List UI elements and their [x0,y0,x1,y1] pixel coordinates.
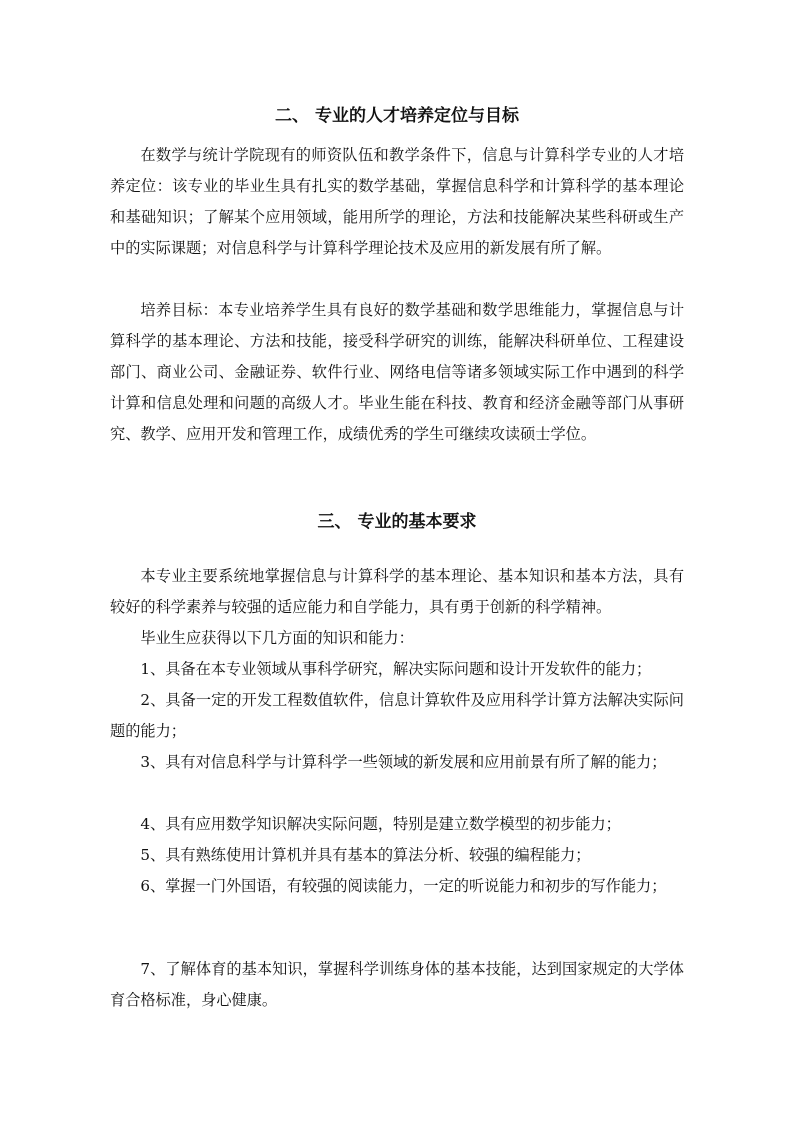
requirement-item-6: 6、掌握一门外国语，有较强的阅读能力，一定的听说能力和初步的写作能力； [140,877,667,895]
goal-paragraph: 培养目标：本专业培养学生具有良好的数学基础和数学思维能力，掌握信息与计算科学的基本理论、方法和技能，接受科学研究的训练，能解决科研单位、工程建设部门、商业公司、金融证券、软件行业、网络电信等诸多领域实际工作中遇到的科学计算和信息处理和问题的高级人才。毕业生能在科技、教育和经济金融等部门从事研究、教学、应用开发和管理工作，成绩优秀的学生可继续攻读硕士学位。 [110,301,684,443]
section-3-heading: 三、 专业的基本要求 [317,512,477,532]
positioning-paragraph: 在数学与统计学院现有的师资队伍和教学条件下，信息与计算科学专业的人才培养定位：该专业的毕业生具有扎实的数学基础，掌握信息科学和计算科学的基本理论和基础知识；了解某个应用领域，能用所学的理论，方法和技能解决某些科研或生产中的实际课题；对信息科学与计算科学理论技术及应用的新发展有所了解。 [110,146,684,257]
requirement-item-7: 7、了解体育的基本知识，掌握科学训练身体的基本技能，达到国家规定的大学体育合格标准，身心健康。 [110,960,684,1009]
section-2-heading: 二、 专业的人才培养定位与目标 [275,106,519,126]
requirement-item-1: 1、具备在本专业领域从事科学研究，解决实际问题和设计开发软件的能力； [140,660,652,678]
requirement-item-2: 2、具备一定的开发工程数值软件，信息计算软件及应用科学计算方法解决实际问题的能力； [110,691,684,740]
requirements-intro-paragraph: 本专业主要系统地掌握信息与计算科学的基本理论、基本知识和基本方法，具有较好的科学素养与较强的适应能力和自学能力，具有勇于创新的科学精神。 [110,567,684,616]
requirements-lead-paragraph: 毕业生应获得以下几方面的知识和能力： [140,629,414,647]
requirement-item-5: 5、具有熟练使用计算机并具有基本的算法分析、较强的编程能力； [140,846,591,864]
requirement-item-3: 3、具有对信息科学与计算科学一些领域的新发展和应用前景有所了解的能力； [140,753,667,771]
requirement-item-4: 4、具有应用数学知识解决实际问题，特别是建立数学模型的初步能力； [140,815,621,833]
